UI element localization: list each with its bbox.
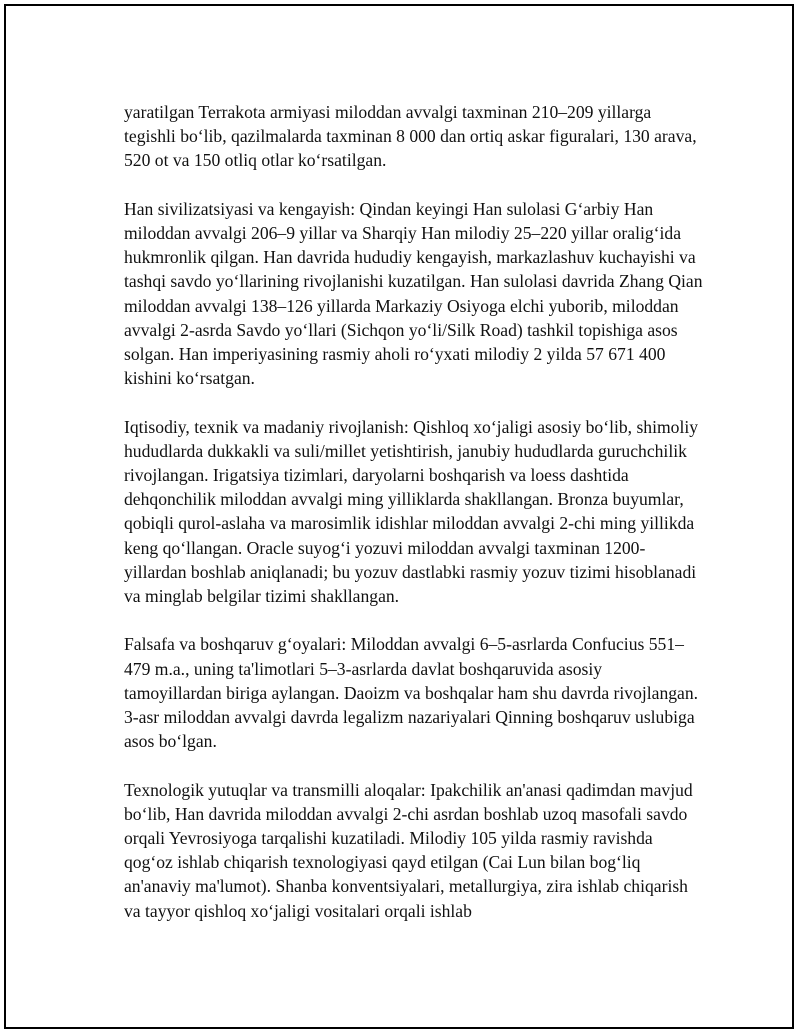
paragraph-terracotta: yaratilgan Terrakota armiyasi miloddan avvalgi taxminan 210–209 yillarga tegishli bo‘lib, qazilmalarda taxminan 8 000 dan ortiq askar figuralari, 130 arava, 520 ot va 150 otliq otlar ko‘rsatilgan. [124, 102, 697, 171]
paragraph-han-civilization: Han sivilizatsiyasi va kengayish: Qindan keyingi Han sulolasi G‘arbiy Han miloddan avvalgi 206–9 yillar va Sharqiy Han milodiy 25–220 yillar oralig‘ida hukmronlik qilgan. Han davrida hududiy kengayish, markazlashuv kuchayishi va tashqi savdo yo‘llarining rivojlanishi kuzatilgan. Han sulolasi davrida Zhang Qian miloddan avvalgi 138–126 yillarda Markaziy Osiyoga elchi yuborib, miloddan avvalgi 2-asrda Savdo yo‘llari (Sichqon yo‘li/Silk Road) tashkil topishiga asos solgan. Han imperiyasining rasmiy aholi ro‘yxati milodiy 2 yilda 57 671 400 kishini ko‘rsatgan. [124, 198, 703, 389]
paragraph-philosophy: Falsafa va boshqaruv g‘oyalari: Miloddan avvalgi 6–5-asrlarda Confucius 551–479 m.a., uning ta'limotlari 5–3-asrlarda davlat boshqaruvida asosiy tamoyillardan biriga aylangan. Daoizm va boshqalar ham shu davrda rivojlangan. 3-asr miloddan avvalgi davrda legalizm nazariyalari Qinning boshqaruv uslubiga asos bo‘lgan. [124, 634, 699, 752]
paragraph-technology: Texnologik yutuqlar va transmilli aloqalar: Ipakchilik an'anasi qadimdan mavjud bo‘lib, Han davrida miloddan avvalgi 2-chi asrdan boshlab uzoq masofali savdo orqali Yevrosiyoga tarqalishi kuzatiladi. Milodiy 105 yilda rasmiy ravishda qog‘oz ishlab chiqarish texnologiyasi qayd etilgan (Cai Lun bilan bog‘liq an'anaviy ma'lumot). Shanba konventsiyalari, metallurgiya, zira ishlab chiqarish va tayyor qishloq xo‘jaligi vositalari orqali ishlab [124, 779, 693, 921]
page-frame [4, 4, 794, 1029]
paragraph-economic-development: Iqtisodiy, texnik va madaniy rivojlanish: Qishloq xo‘jaligi asosiy bo‘lib, shimoliy hududlarda dukkakli va suli/millet yetishtirish, janubiy hududlarda guruchchilik rivojlangan. Irigatsiya tizimlari, daryolarni boshqarish va loess dashtida dehqonchilik miloddan avvalgi ming yilliklarda shakllangan. Bronza buyumlar, qobiqli qurol-aslaha va marosimlik idishlar miloddan avvalgi 2-chi ming yillikda keng qo‘llangan. Oracle suyog‘i yozuvi miloddan avvalgi taxminan 1200-yillardan boshlab aniqlanadi; bu yozuv dastlabki rasmiy yozuv tizimi hisoblanadi va minglab belgilar tizimi shakllangan. [124, 416, 699, 607]
document-body [124, 100, 704, 947]
